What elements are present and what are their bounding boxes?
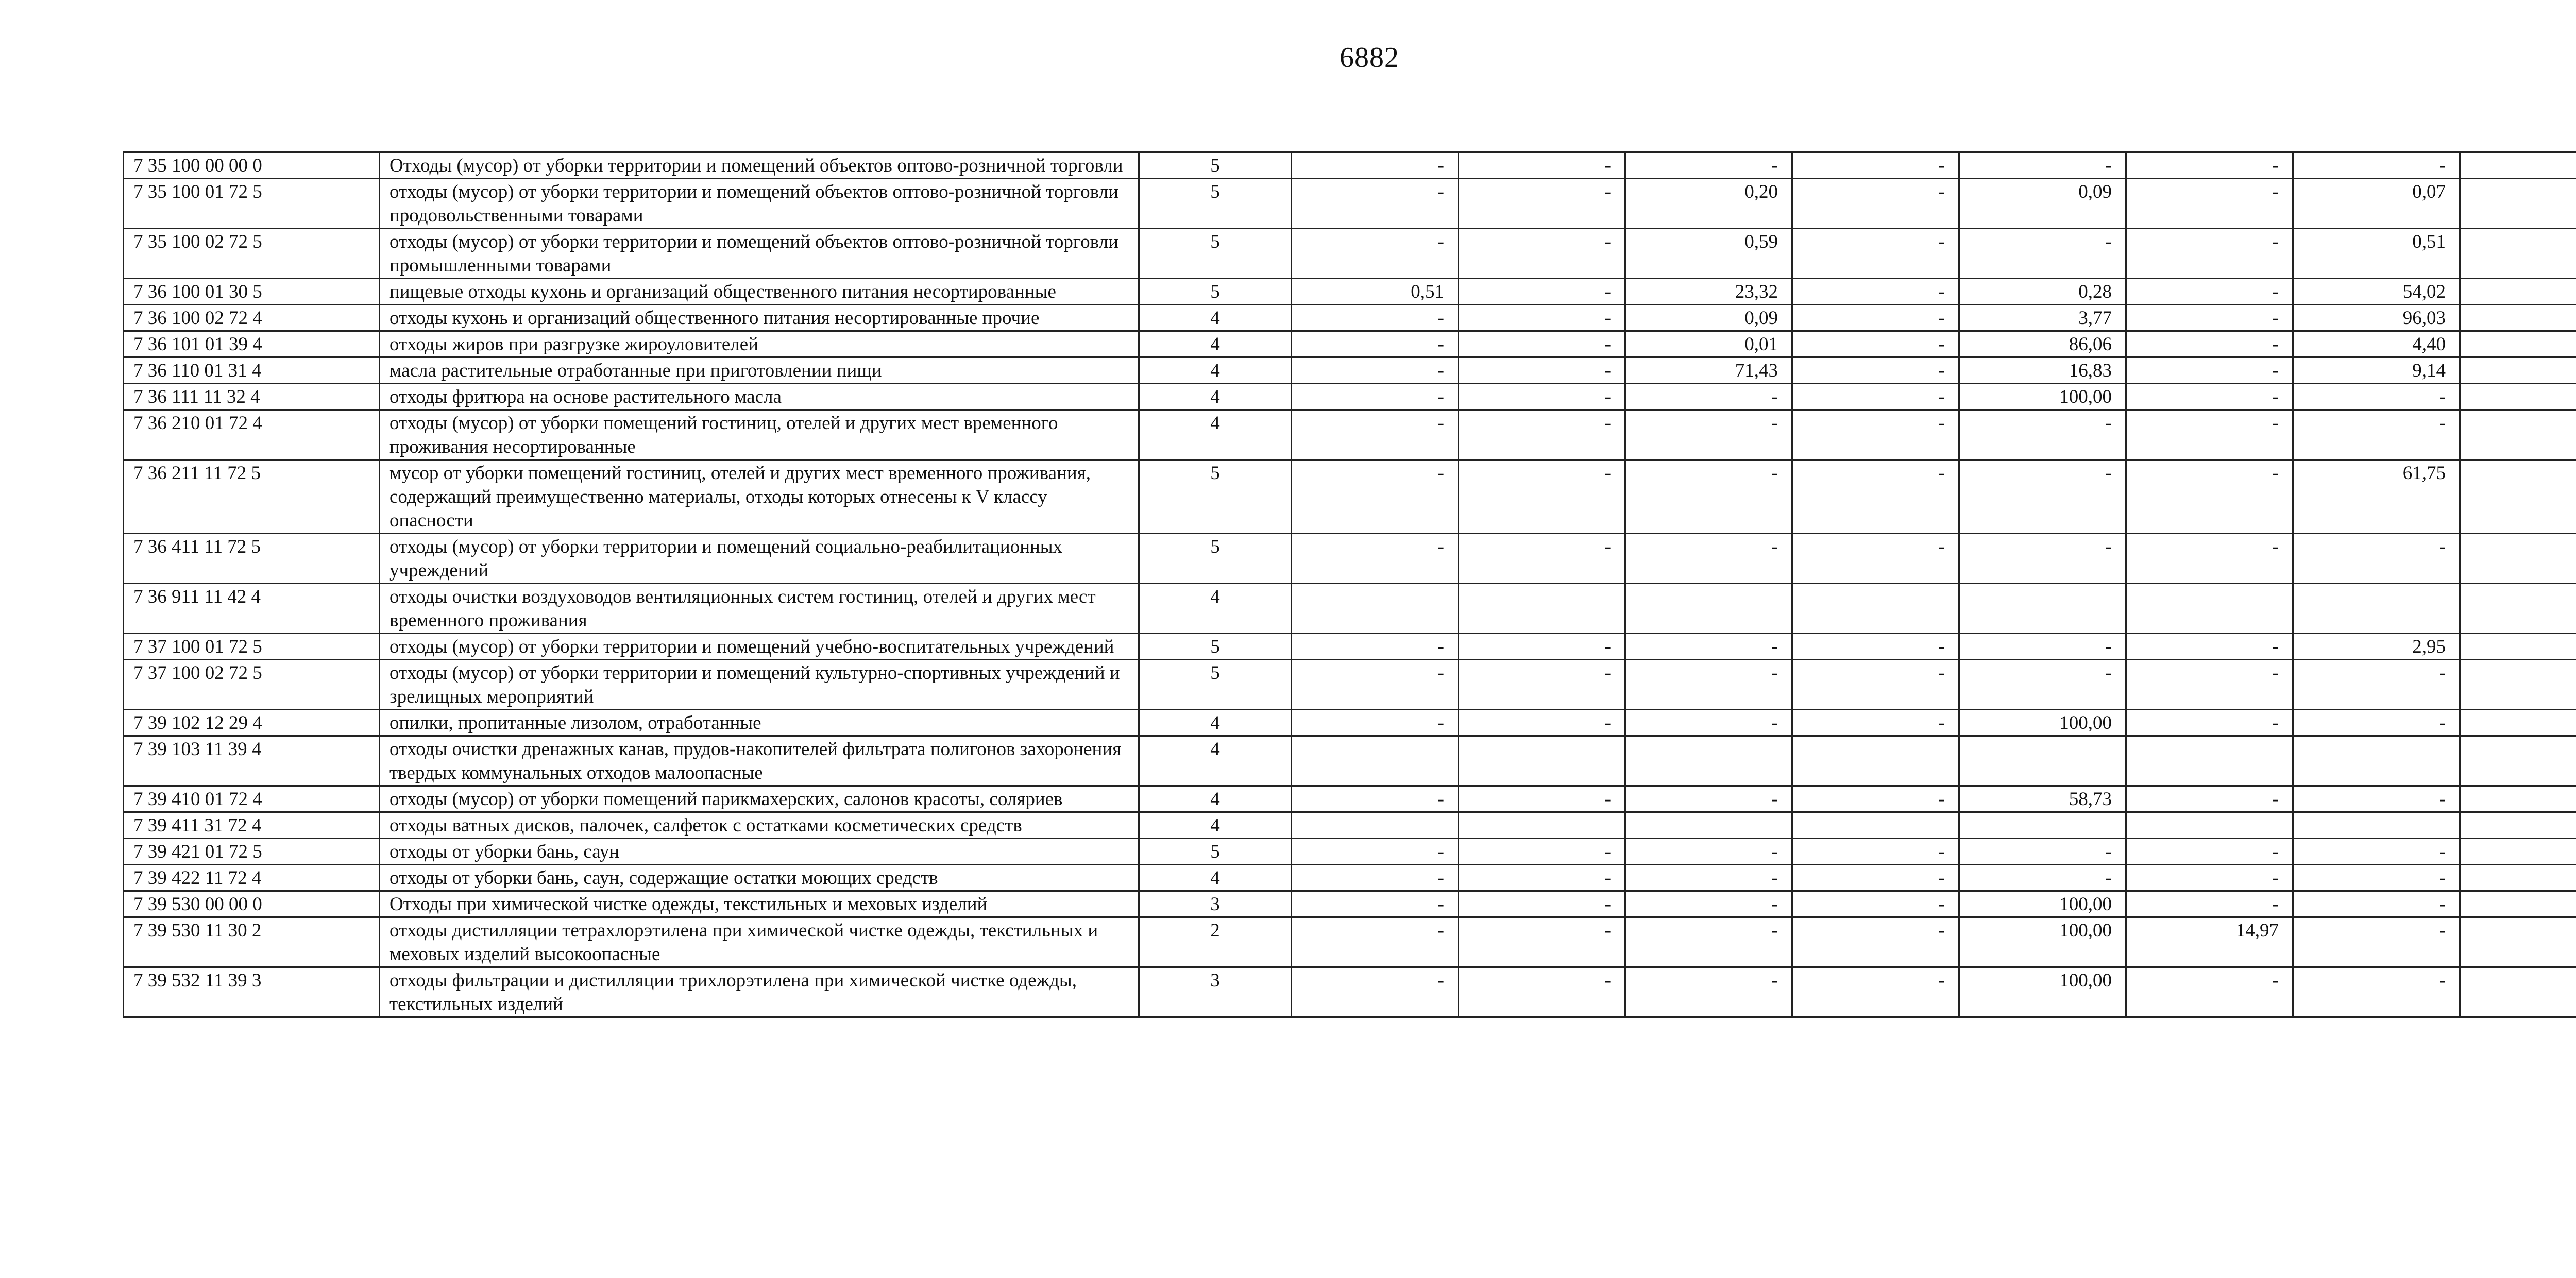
- hazard-class-cell: 4: [1139, 710, 1292, 736]
- value-cell: [2460, 357, 2576, 384]
- waste-code-cell: 7 39 103 11 39 4: [124, 736, 380, 786]
- table-row: [124, 384, 2576, 410]
- value-cell: [1459, 812, 1625, 839]
- value-cell: -: [1625, 384, 1792, 410]
- value-cell: 23,32: [1625, 279, 1792, 305]
- table-row: [124, 634, 2576, 660]
- value-cell: -: [1792, 634, 1959, 660]
- table-row: [124, 839, 2576, 865]
- table-row: [124, 357, 2576, 384]
- hazard-class-cell: 4: [1139, 812, 1292, 839]
- waste-description-cell: пищевые отходы кухонь и организаций общественного питания несортированные: [380, 279, 1139, 305]
- value-cell: -: [1459, 229, 1625, 279]
- value-cell: -: [1792, 917, 1959, 967]
- waste-code-cell: 7 36 110 01 31 4: [124, 357, 380, 384]
- value-cell: -: [1459, 710, 1625, 736]
- waste-code-cell: 7 35 100 01 72 5: [124, 179, 380, 229]
- hazard-class-cell: 5: [1139, 152, 1292, 179]
- waste-description-cell: мусор от уборки помещений гостиниц, отелей и других мест временного проживания, содержащий преимущественно материалы, отходы которых отнесены к V классу опасности: [380, 460, 1139, 534]
- value-cell: -: [1792, 786, 1959, 812]
- waste-code-cell: 7 37 100 02 72 5: [124, 660, 380, 710]
- value-cell: -: [2126, 410, 2293, 460]
- value-cell: -: [1459, 279, 1625, 305]
- value-cell: -: [1625, 460, 1792, 534]
- waste-description-cell: отходы (мусор) от уборки помещений парикмахерских, салонов красоты, соляриев: [380, 786, 1139, 812]
- value-cell: -: [2126, 660, 2293, 710]
- value-cell: -: [1792, 839, 1959, 865]
- value-cell: -: [1292, 384, 1459, 410]
- waste-code-cell: 7 36 101 01 39 4: [124, 331, 380, 357]
- value-cell: 9,14: [2293, 357, 2460, 384]
- value-cell: -: [2293, 534, 2460, 584]
- value-cell: -: [2126, 384, 2293, 410]
- hazard-class-cell: 5: [1139, 839, 1292, 865]
- waste-table-container: [123, 151, 2576, 1018]
- value-cell: -: [1292, 710, 1459, 736]
- value-cell: -: [1459, 305, 1625, 331]
- waste-code-cell: 7 36 210 01 72 4: [124, 410, 380, 460]
- value-cell: -: [1459, 534, 1625, 584]
- value-cell: [2293, 812, 2460, 839]
- value-cell: [2460, 179, 2576, 229]
- page-number: 6882: [1340, 42, 1399, 74]
- value-cell: -: [1459, 917, 1625, 967]
- value-cell: [2460, 460, 2576, 534]
- value-cell: -: [1792, 384, 1959, 410]
- hazard-class-cell: 4: [1139, 736, 1292, 786]
- value-cell: -: [2293, 384, 2460, 410]
- table-body: [124, 152, 2576, 1017]
- waste-code-cell: 7 35 100 00 00 0: [124, 152, 380, 179]
- value-cell: 100,00: [1959, 384, 2126, 410]
- waste-description-cell: отходы (мусор) от уборки территории и помещений социально-реабилитационных учреждений: [380, 534, 1139, 584]
- value-cell: [1459, 736, 1625, 786]
- value-cell: [2126, 812, 2293, 839]
- waste-description-cell: отходы фильтрации и дистилляции трихлорэтилена при химической чистке одежды, текстильных изделий: [380, 967, 1139, 1017]
- value-cell: -: [1959, 660, 2126, 710]
- waste-description-cell: отходы (мусор) от уборки помещений гостиниц, отелей и других мест временного проживания несортированные: [380, 410, 1139, 460]
- value-cell: 0,51: [1292, 279, 1459, 305]
- waste-code-cell: 7 39 102 12 29 4: [124, 710, 380, 736]
- value-cell: 0,09: [1959, 179, 2126, 229]
- value-cell: [2460, 736, 2576, 786]
- value-cell: [2460, 660, 2576, 710]
- value-cell: -: [1292, 660, 1459, 710]
- value-cell: 54,02: [2293, 279, 2460, 305]
- hazard-class-cell: 3: [1139, 891, 1292, 917]
- value-cell: [2460, 279, 2576, 305]
- hazard-class-cell: 5: [1139, 279, 1292, 305]
- value-cell: -: [1459, 660, 1625, 710]
- waste-description-cell: отходы (мусор) от уборки территории и помещений объектов оптово-розничной торговли продовольственными товарами: [380, 179, 1139, 229]
- value-cell: -: [1792, 460, 1959, 534]
- value-cell: -: [2293, 786, 2460, 812]
- value-cell: [1959, 736, 2126, 786]
- value-cell: -: [1792, 410, 1959, 460]
- table-row: [124, 460, 2576, 534]
- value-cell: -: [1959, 865, 2126, 891]
- value-cell: [2460, 305, 2576, 331]
- waste-code-cell: 7 36 911 11 42 4: [124, 584, 380, 634]
- table-row: [124, 812, 2576, 839]
- value-cell: -: [2293, 710, 2460, 736]
- waste-description-cell: отходы очистки дренажных канав, прудов-накопителей фильтрата полигонов захоронения твердых коммунальных отходов малоопасные: [380, 736, 1139, 786]
- value-cell: 0,28: [1959, 279, 2126, 305]
- value-cell: -: [2126, 331, 2293, 357]
- value-cell: -: [2126, 534, 2293, 584]
- waste-description-cell: отходы дистилляции тетрахлорэтилена при химической чистке одежды, текстильных и меховых изделий высокоопасные: [380, 917, 1139, 967]
- value-cell: [2126, 736, 2293, 786]
- value-cell: [2460, 891, 2576, 917]
- value-cell: [1292, 584, 1459, 634]
- value-cell: -: [1292, 891, 1459, 917]
- waste-description-cell: масла растительные отработанные при приготовлении пищи: [380, 357, 1139, 384]
- waste-description-cell: Отходы при химической чистке одежды, текстильных и меховых изделий: [380, 891, 1139, 917]
- hazard-class-cell: 5: [1139, 660, 1292, 710]
- value-cell: -: [2126, 865, 2293, 891]
- hazard-class-cell: 4: [1139, 584, 1292, 634]
- waste-description-cell: отходы от уборки бань, саун, содержащие остатки моющих средств: [380, 865, 1139, 891]
- value-cell: -: [1292, 410, 1459, 460]
- value-cell: 100,00: [1959, 891, 2126, 917]
- value-cell: [1625, 812, 1792, 839]
- hazard-class-cell: 4: [1139, 410, 1292, 460]
- value-cell: -: [1792, 660, 1959, 710]
- value-cell: -: [1959, 229, 2126, 279]
- value-cell: [2460, 967, 2576, 1017]
- hazard-class-cell: 5: [1139, 179, 1292, 229]
- value-cell: [1625, 584, 1792, 634]
- waste-code-cell: 7 39 532 11 39 3: [124, 967, 380, 1017]
- value-cell: -: [1292, 229, 1459, 279]
- value-cell: -: [1625, 634, 1792, 660]
- table-row: [124, 410, 2576, 460]
- value-cell: -: [2293, 967, 2460, 1017]
- value-cell: [2460, 812, 2576, 839]
- table-row: [124, 534, 2576, 584]
- table-row: [124, 279, 2576, 305]
- value-cell: -: [1792, 229, 1959, 279]
- value-cell: -: [2126, 634, 2293, 660]
- value-cell: -: [1625, 786, 1792, 812]
- value-cell: -: [1792, 279, 1959, 305]
- table-row: [124, 229, 2576, 279]
- value-cell: [2460, 786, 2576, 812]
- value-cell: -: [1625, 839, 1792, 865]
- value-cell: 16,83: [1959, 357, 2126, 384]
- table-row: [124, 331, 2576, 357]
- value-cell: -: [1292, 357, 1459, 384]
- value-cell: -: [1459, 410, 1625, 460]
- value-cell: [2460, 634, 2576, 660]
- value-cell: -: [1292, 152, 1459, 179]
- value-cell: -: [1459, 634, 1625, 660]
- hazard-class-cell: 4: [1139, 786, 1292, 812]
- table-row: [124, 917, 2576, 967]
- waste-code-cell: 7 36 411 11 72 5: [124, 534, 380, 584]
- value-cell: 100,00: [1959, 917, 2126, 967]
- value-cell: -: [1959, 634, 2126, 660]
- waste-code-cell: 7 36 100 02 72 4: [124, 305, 380, 331]
- value-cell: -: [2126, 305, 2293, 331]
- value-cell: 100,00: [1959, 967, 2126, 1017]
- hazard-class-cell: 4: [1139, 357, 1292, 384]
- table-row: [124, 967, 2576, 1017]
- value-cell: 71,43: [1625, 357, 1792, 384]
- waste-code-cell: 7 36 100 01 30 5: [124, 279, 380, 305]
- value-cell: [2460, 710, 2576, 736]
- value-cell: [2460, 534, 2576, 584]
- value-cell: -: [1792, 357, 1959, 384]
- value-cell: [1459, 584, 1625, 634]
- table-row: [124, 305, 2576, 331]
- value-cell: -: [1459, 152, 1625, 179]
- value-cell: -: [2293, 865, 2460, 891]
- waste-description-cell: отходы ватных дисков, палочек, салфеток с остатками косметических средств: [380, 812, 1139, 839]
- value-cell: -: [1459, 967, 1625, 1017]
- value-cell: -: [1292, 634, 1459, 660]
- value-cell: -: [2126, 786, 2293, 812]
- value-cell: [2460, 331, 2576, 357]
- value-cell: 0,09: [1625, 305, 1792, 331]
- waste-code-cell: 7 36 111 11 32 4: [124, 384, 380, 410]
- value-cell: -: [2293, 891, 2460, 917]
- value-cell: [1792, 736, 1959, 786]
- value-cell: -: [1792, 967, 1959, 1017]
- value-cell: -: [2126, 357, 2293, 384]
- value-cell: -: [1292, 786, 1459, 812]
- value-cell: [2293, 584, 2460, 634]
- value-cell: -: [1959, 152, 2126, 179]
- value-cell: -: [1625, 710, 1792, 736]
- value-cell: -: [1459, 839, 1625, 865]
- waste-code-cell: 7 39 530 00 00 0: [124, 891, 380, 917]
- table-row: [124, 710, 2576, 736]
- value-cell: -: [1792, 865, 1959, 891]
- value-cell: 86,06: [1959, 331, 2126, 357]
- waste-code-cell: 7 39 421 01 72 5: [124, 839, 380, 865]
- waste-code-cell: 7 37 100 01 72 5: [124, 634, 380, 660]
- value-cell: -: [2126, 179, 2293, 229]
- value-cell: -: [1625, 410, 1792, 460]
- table-row: [124, 786, 2576, 812]
- value-cell: -: [1625, 152, 1792, 179]
- value-cell: -: [1459, 357, 1625, 384]
- value-cell: -: [1792, 152, 1959, 179]
- waste-description-cell: отходы (мусор) от уборки территории и помещений культурно-спортивных учреждений и зрелищных мероприятий: [380, 660, 1139, 710]
- waste-description-cell: опилки, пропитанные лизолом, отработанные: [380, 710, 1139, 736]
- value-cell: -: [1792, 710, 1959, 736]
- value-cell: 96,03: [2293, 305, 2460, 331]
- table-row: [124, 152, 2576, 179]
- value-cell: -: [1292, 534, 1459, 584]
- waste-description-cell: Отходы (мусор) от уборки территории и помещений объектов оптово-розничной торговли: [380, 152, 1139, 179]
- table-row: [124, 736, 2576, 786]
- value-cell: -: [1625, 891, 1792, 917]
- table-row: [124, 584, 2576, 634]
- value-cell: [2460, 839, 2576, 865]
- value-cell: -: [1959, 534, 2126, 584]
- value-cell: 58,73: [1959, 786, 2126, 812]
- value-cell: -: [1292, 460, 1459, 534]
- hazard-class-cell: 5: [1139, 534, 1292, 584]
- value-cell: 0,59: [1625, 229, 1792, 279]
- value-cell: [1292, 736, 1459, 786]
- value-cell: [2126, 584, 2293, 634]
- waste-description-cell: отходы фритюра на основе растительного масла: [380, 384, 1139, 410]
- table-row: [124, 891, 2576, 917]
- value-cell: [1792, 812, 1959, 839]
- value-cell: -: [1459, 179, 1625, 229]
- value-cell: [2460, 584, 2576, 634]
- value-cell: 2,95: [2293, 634, 2460, 660]
- value-cell: -: [1959, 460, 2126, 534]
- value-cell: -: [2126, 710, 2293, 736]
- value-cell: 61,75: [2293, 460, 2460, 534]
- value-cell: 0,01: [1625, 331, 1792, 357]
- value-cell: 100,00: [1959, 710, 2126, 736]
- waste-description-cell: отходы жиров при разгрузке жироуловителей: [380, 331, 1139, 357]
- hazard-class-cell: 4: [1139, 331, 1292, 357]
- hazard-class-cell: 2: [1139, 917, 1292, 967]
- value-cell: -: [1459, 384, 1625, 410]
- value-cell: -: [1625, 865, 1792, 891]
- waste-description-cell: отходы очистки воздуховодов вентиляционных систем гостиниц, отелей и других мест временного проживания: [380, 584, 1139, 634]
- hazard-class-cell: 5: [1139, 460, 1292, 534]
- value-cell: -: [1625, 660, 1792, 710]
- waste-code-cell: 7 39 422 11 72 4: [124, 865, 380, 891]
- value-cell: [2293, 736, 2460, 786]
- value-cell: -: [2126, 152, 2293, 179]
- hazard-class-cell: 3: [1139, 967, 1292, 1017]
- value-cell: [2460, 152, 2576, 179]
- hazard-class-cell: 5: [1139, 229, 1292, 279]
- value-cell: 0,07: [2293, 179, 2460, 229]
- value-cell: -: [1792, 891, 1959, 917]
- value-cell: -: [2293, 410, 2460, 460]
- waste-description-cell: отходы (мусор) от уборки территории и помещений объектов оптово-розничной торговли промышленными товарами: [380, 229, 1139, 279]
- value-cell: -: [1792, 331, 1959, 357]
- waste-code-cell: 7 35 100 02 72 5: [124, 229, 380, 279]
- value-cell: -: [1292, 967, 1459, 1017]
- value-cell: -: [2126, 967, 2293, 1017]
- waste-description-cell: отходы от уборки бань, саун: [380, 839, 1139, 865]
- value-cell: -: [1792, 179, 1959, 229]
- value-cell: 3,77: [1959, 305, 2126, 331]
- value-cell: [2460, 229, 2576, 279]
- value-cell: [1792, 584, 1959, 634]
- waste-description-cell: отходы (мусор) от уборки территории и помещений учебно-воспитательных учреждений: [380, 634, 1139, 660]
- value-cell: [1959, 812, 2126, 839]
- value-cell: -: [1292, 917, 1459, 967]
- value-cell: [1625, 736, 1792, 786]
- value-cell: [1292, 812, 1459, 839]
- value-cell: -: [1459, 460, 1625, 534]
- table-row: [124, 179, 2576, 229]
- value-cell: [2460, 917, 2576, 967]
- value-cell: -: [1292, 331, 1459, 357]
- value-cell: 4,40: [2293, 331, 2460, 357]
- value-cell: -: [1459, 331, 1625, 357]
- waste-table: [123, 151, 2576, 1018]
- value-cell: -: [2126, 279, 2293, 305]
- waste-code-cell: 7 39 410 01 72 4: [124, 786, 380, 812]
- value-cell: -: [2126, 839, 2293, 865]
- hazard-class-cell: 4: [1139, 865, 1292, 891]
- value-cell: [1959, 584, 2126, 634]
- value-cell: -: [2293, 839, 2460, 865]
- value-cell: -: [1292, 305, 1459, 331]
- value-cell: [2460, 865, 2576, 891]
- table-row: [124, 660, 2576, 710]
- value-cell: -: [2293, 152, 2460, 179]
- table-row: [124, 865, 2576, 891]
- value-cell: [2460, 384, 2576, 410]
- value-cell: 0,20: [1625, 179, 1792, 229]
- value-cell: -: [1792, 534, 1959, 584]
- value-cell: 14,97: [2126, 917, 2293, 967]
- hazard-class-cell: 4: [1139, 384, 1292, 410]
- value-cell: -: [2293, 660, 2460, 710]
- hazard-class-cell: 5: [1139, 634, 1292, 660]
- value-cell: -: [2126, 229, 2293, 279]
- value-cell: 0,51: [2293, 229, 2460, 279]
- value-cell: -: [1625, 967, 1792, 1017]
- value-cell: -: [1459, 891, 1625, 917]
- waste-code-cell: 7 39 411 31 72 4: [124, 812, 380, 839]
- value-cell: [2460, 410, 2576, 460]
- value-cell: -: [1292, 179, 1459, 229]
- value-cell: -: [1792, 305, 1959, 331]
- value-cell: -: [1292, 839, 1459, 865]
- value-cell: -: [2126, 891, 2293, 917]
- hazard-class-cell: 4: [1139, 305, 1292, 331]
- value-cell: -: [1292, 865, 1459, 891]
- value-cell: -: [2126, 460, 2293, 534]
- waste-code-cell: 7 36 211 11 72 5: [124, 460, 380, 534]
- waste-code-cell: 7 39 530 11 30 2: [124, 917, 380, 967]
- value-cell: -: [1459, 786, 1625, 812]
- value-cell: -: [1959, 839, 2126, 865]
- value-cell: -: [1959, 410, 2126, 460]
- value-cell: -: [1625, 534, 1792, 584]
- value-cell: -: [1625, 917, 1792, 967]
- value-cell: -: [1459, 865, 1625, 891]
- waste-description-cell: отходы кухонь и организаций общественного питания несортированные прочие: [380, 305, 1139, 331]
- value-cell: -: [2293, 917, 2460, 967]
